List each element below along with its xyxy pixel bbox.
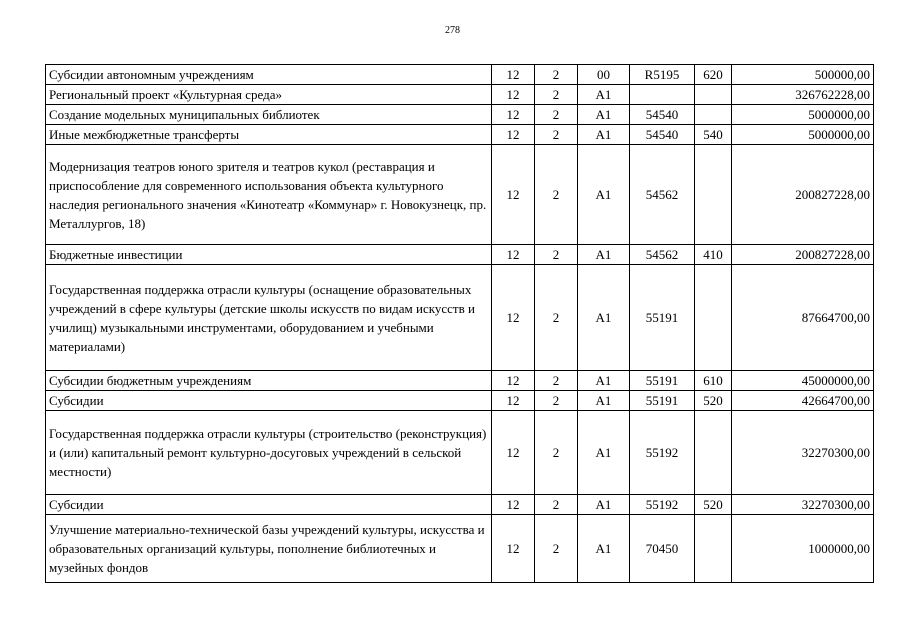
row-target-code: 54540	[630, 105, 695, 125]
row-name: Улучшение материально-технической базы учреждений культуры, искусства и образовательных организаций культуры, пополнение библиотечных и музейных фондов	[46, 515, 492, 583]
row-amount: 45000000,00	[732, 371, 874, 391]
row-section: 12	[492, 105, 535, 125]
table-row	[46, 265, 874, 371]
row-name: Государственная поддержка отрасли культуры (строительство (реконструкция) и (или) капитальный ремонт культурно-досуговых учреждений в сельской местности)	[46, 411, 492, 495]
table-row	[46, 245, 874, 265]
row-expense-type: 620	[695, 65, 732, 85]
row-amount: 32270300,00	[732, 495, 874, 515]
row-amount: 32270300,00	[732, 411, 874, 495]
row-expense-type: 410	[695, 245, 732, 265]
row-amount: 200827228,00	[732, 145, 874, 245]
row-program: A1	[578, 125, 630, 145]
row-program: 00	[578, 65, 630, 85]
row-target-code: 70450	[630, 515, 695, 583]
row-expense-type: 540	[695, 125, 732, 145]
row-amount: 1000000,00	[732, 515, 874, 583]
row-program: A1	[578, 245, 630, 265]
row-target-code: 55191	[630, 265, 695, 371]
budget-table	[45, 64, 874, 583]
row-target-code: 54562	[630, 145, 695, 245]
table-row	[46, 85, 874, 105]
row-target-code: 55191	[630, 391, 695, 411]
row-target-code: 55192	[630, 411, 695, 495]
row-program: A1	[578, 265, 630, 371]
row-name: Субсидии	[46, 391, 492, 411]
row-subsection: 2	[535, 145, 578, 245]
row-name: Субсидии	[46, 495, 492, 515]
row-target-code: 54540	[630, 125, 695, 145]
row-subsection: 2	[535, 65, 578, 85]
row-section: 12	[492, 145, 535, 245]
row-expense-type: 520	[695, 391, 732, 411]
row-expense-type	[695, 265, 732, 371]
row-amount: 200827228,00	[732, 245, 874, 265]
row-subsection: 2	[535, 245, 578, 265]
row-target-code	[630, 85, 695, 105]
row-program: A1	[578, 495, 630, 515]
row-subsection: 2	[535, 105, 578, 125]
row-section: 12	[492, 495, 535, 515]
row-subsection: 2	[535, 85, 578, 105]
table-row	[46, 411, 874, 495]
row-program: A1	[578, 105, 630, 125]
row-target-code: 54562	[630, 245, 695, 265]
row-target-code: 55191	[630, 371, 695, 391]
row-expense-type: 610	[695, 371, 732, 391]
row-expense-type	[695, 85, 732, 105]
row-name: Субсидии бюджетным учреждениям	[46, 371, 492, 391]
row-subsection: 2	[535, 495, 578, 515]
page-number: 278	[445, 25, 460, 36]
row-program: A1	[578, 85, 630, 105]
row-section: 12	[492, 515, 535, 583]
row-subsection: 2	[535, 411, 578, 495]
row-section: 12	[492, 245, 535, 265]
row-expense-type: 520	[695, 495, 732, 515]
row-name: Модернизация театров юного зрителя и театров кукол (реставрация и приспособление для современного использования объекта культурного наследия регионального значения «Кинотеатр «Коммунар» г. Новокузнецк, пр. Металлургов, 18)	[46, 145, 492, 245]
row-section: 12	[492, 411, 535, 495]
table-row	[46, 105, 874, 125]
table-row	[46, 515, 874, 583]
row-name: Создание модельных муниципальных библиотек	[46, 105, 492, 125]
row-name: Иные межбюджетные трансферты	[46, 125, 492, 145]
row-program: A1	[578, 145, 630, 245]
row-target-code: 55192	[630, 495, 695, 515]
row-expense-type	[695, 105, 732, 125]
row-section: 12	[492, 265, 535, 371]
table-row	[46, 65, 874, 85]
row-program: A1	[578, 411, 630, 495]
row-program: A1	[578, 371, 630, 391]
row-section: 12	[492, 371, 535, 391]
row-subsection: 2	[535, 515, 578, 583]
row-program: A1	[578, 515, 630, 583]
row-amount: 42664700,00	[732, 391, 874, 411]
row-target-code: R5195	[630, 65, 695, 85]
row-amount: 326762228,00	[732, 85, 874, 105]
row-amount: 500000,00	[732, 65, 874, 85]
row-expense-type	[695, 145, 732, 245]
row-section: 12	[492, 391, 535, 411]
row-program: A1	[578, 391, 630, 411]
row-subsection: 2	[535, 391, 578, 411]
table-row	[46, 495, 874, 515]
row-section: 12	[492, 125, 535, 145]
row-name: Региональный проект «Культурная среда»	[46, 85, 492, 105]
row-amount: 5000000,00	[732, 125, 874, 145]
table-row	[46, 391, 874, 411]
row-subsection: 2	[535, 125, 578, 145]
row-amount: 5000000,00	[732, 105, 874, 125]
row-section: 12	[492, 65, 535, 85]
table-row	[46, 125, 874, 145]
row-name: Субсидии автономным учреждениям	[46, 65, 492, 85]
table-row	[46, 371, 874, 391]
row-amount: 87664700,00	[732, 265, 874, 371]
row-section: 12	[492, 85, 535, 105]
table-row	[46, 145, 874, 245]
row-expense-type	[695, 515, 732, 583]
row-name: Государственная поддержка отрасли культуры (оснащение образовательных учреждений в сфере культуры (детские школы искусств по видам искусств и училищ) музыкальными инструментами, оборудованием и учебными материалами)	[46, 265, 492, 371]
row-name: Бюджетные инвестиции	[46, 245, 492, 265]
row-subsection: 2	[535, 265, 578, 371]
row-expense-type	[695, 411, 732, 495]
row-subsection: 2	[535, 371, 578, 391]
